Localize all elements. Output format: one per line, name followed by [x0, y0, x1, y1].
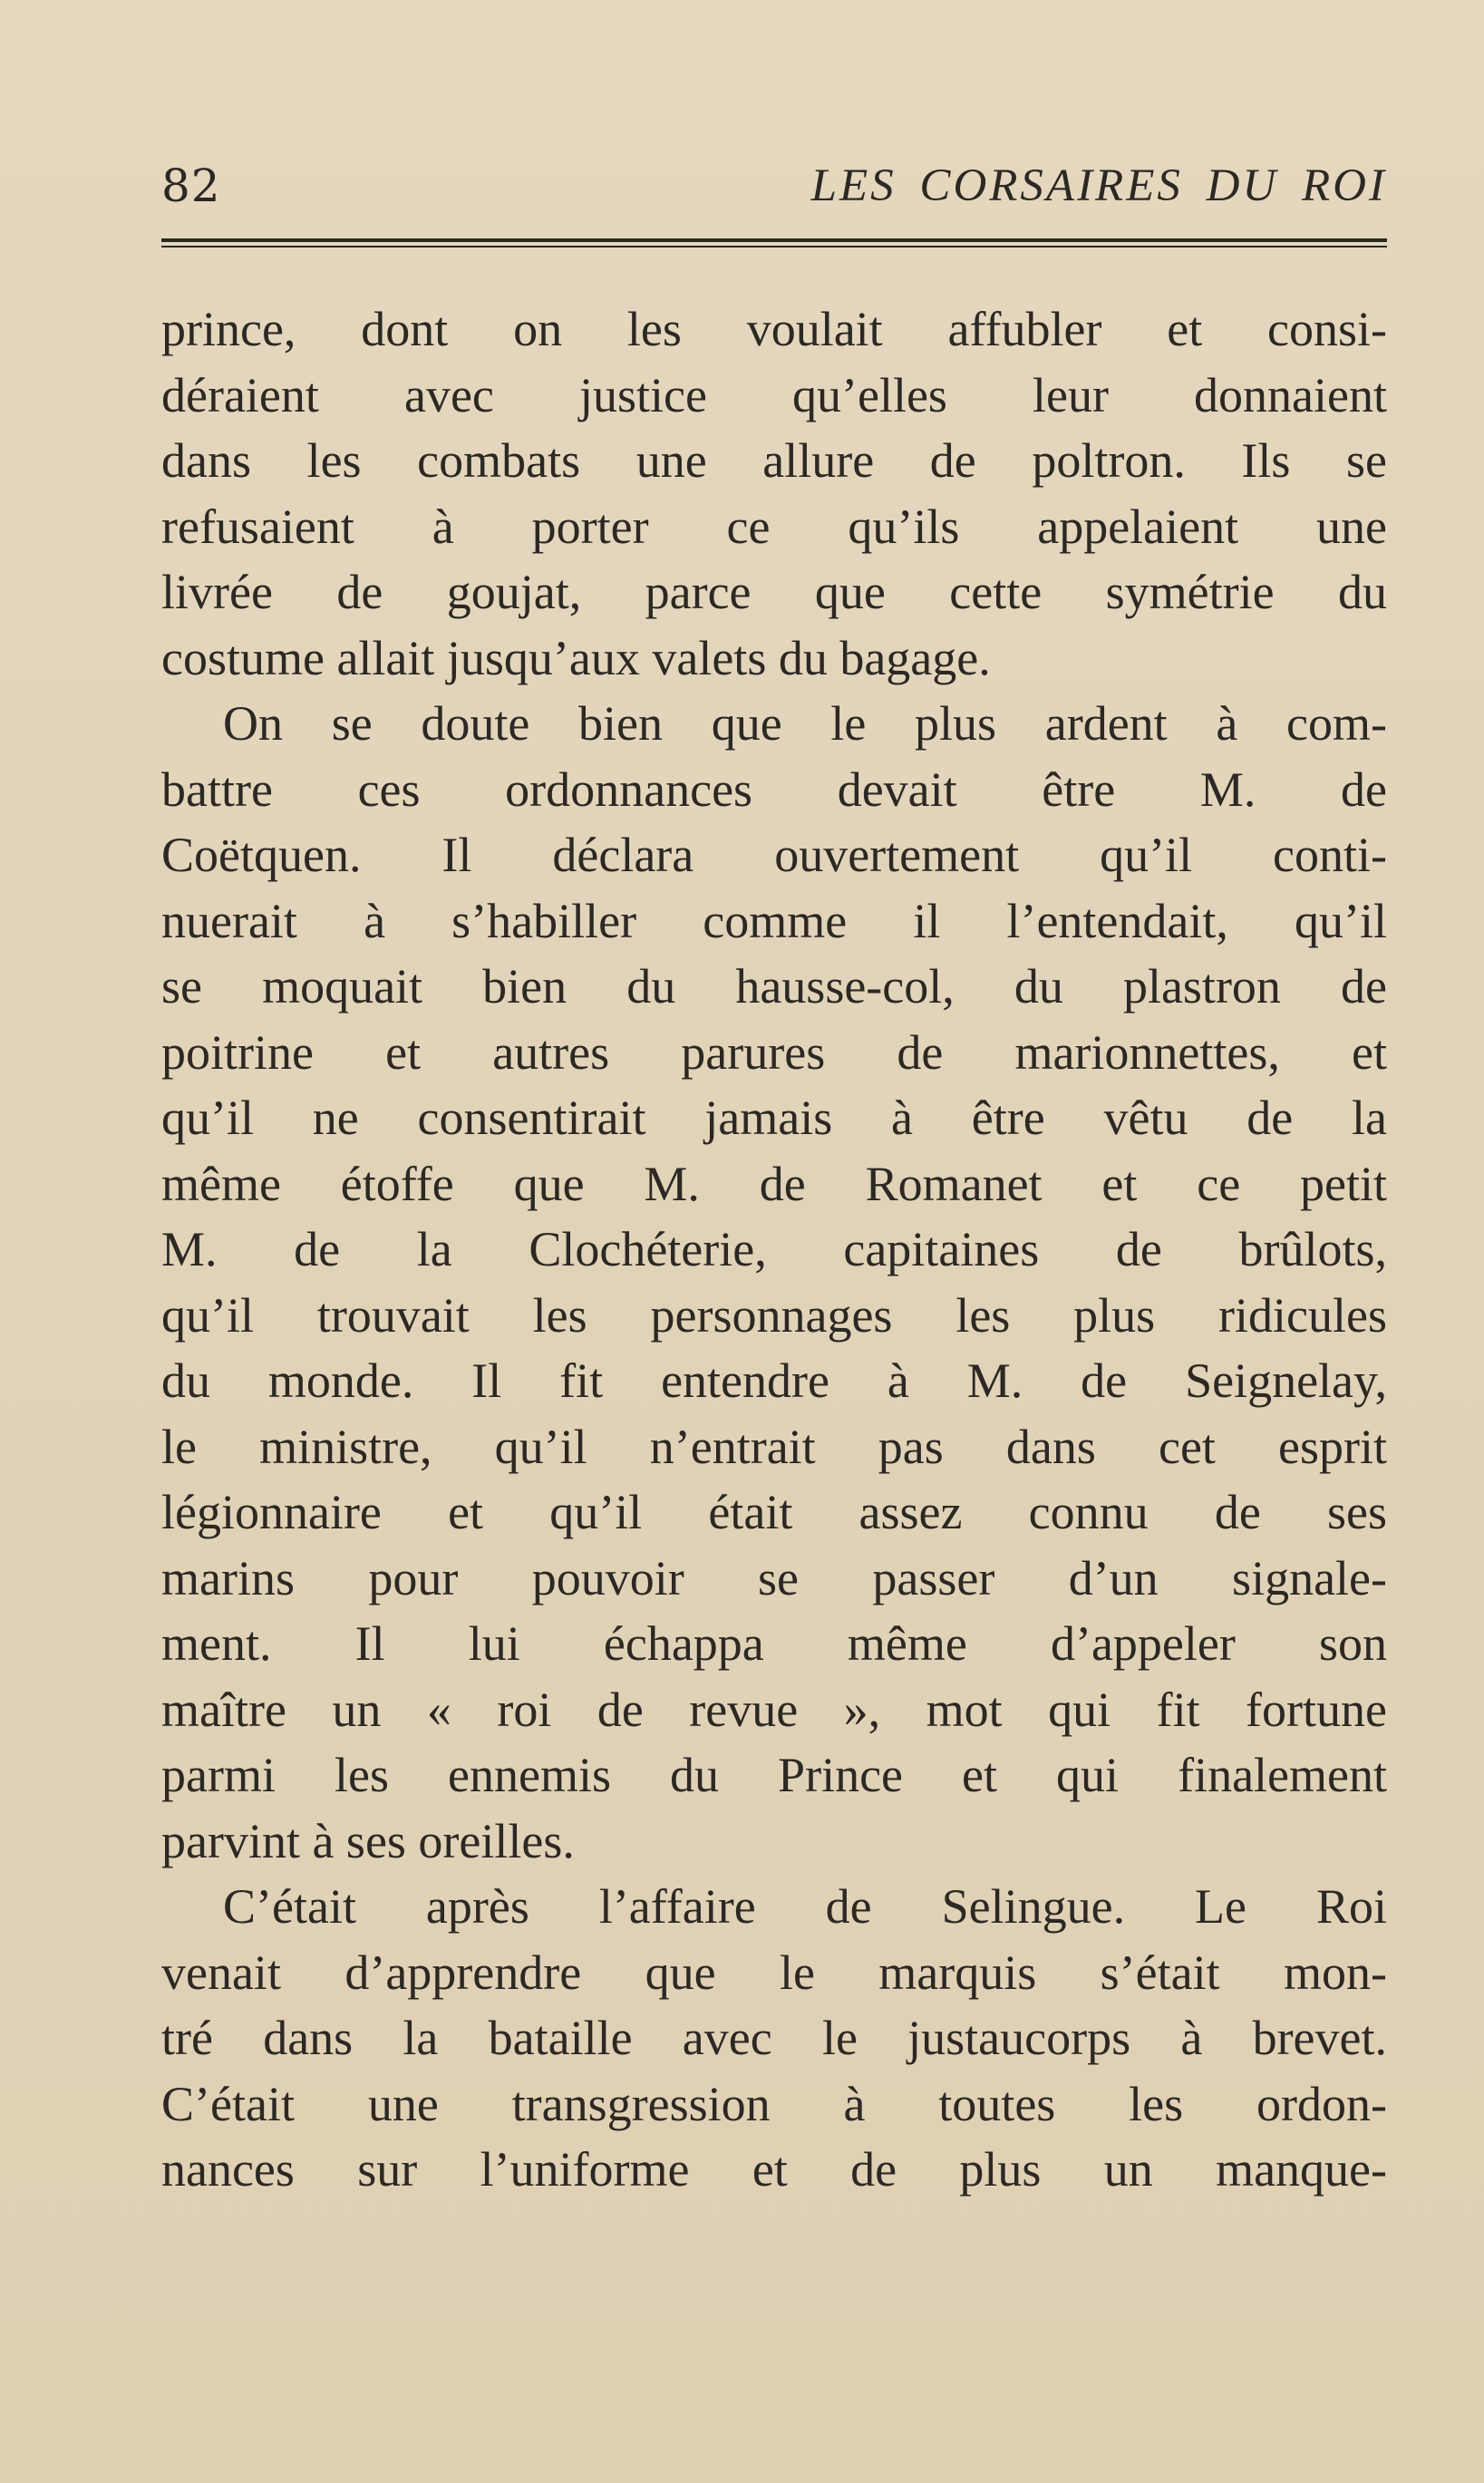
page-number: 82	[161, 160, 221, 212]
text-line: battre ces ordonnances devait être M. de	[161, 761, 1387, 817]
text-line: parmi les ennemis du Prince et qui finalement	[161, 1748, 1387, 1802]
text-line: livrée de goujat, parce que cette symétrie du	[161, 565, 1387, 619]
text-line: le ministre, qu’il n’entrait pas dans cet esprit	[161, 1419, 1387, 1474]
text-line: nuerait à s’habiller comme il l’entendait, qu’il	[161, 893, 1387, 948]
running-header	[161, 154, 1387, 218]
text-line: déraient avec justice qu’elles leur donnaient	[161, 367, 1387, 422]
text-line: prince, dont on les voulait affubler et consi-	[161, 302, 1387, 356]
text-line: Coëtquen. Il déclara ouvertement qu’il conti-	[161, 828, 1387, 882]
text-line: ment. Il lui échappa même d’appeler son	[161, 1616, 1387, 1671]
text-line: refusaient à porter ce qu’ils appelaient une	[161, 499, 1387, 554]
text-line: C’était une transgression à toutes les ordon-	[161, 2076, 1387, 2131]
text-line: poitrine et autres parures de marionnettes, et	[161, 1024, 1387, 1080]
running-title: LES CORSAIRES DU ROI	[810, 160, 1387, 211]
text-line: légionnaire et qu’il était assez connu de ses	[161, 1485, 1387, 1539]
text-line: même étoffe que M. de Romanet et ce petit	[161, 1156, 1387, 1211]
text-line: M. de la Clochéterie, capitaines de brûlots,	[161, 1222, 1387, 1276]
text-line: parvint à ses oreilles.	[161, 1813, 575, 1868]
text-line: dans les combats une allure de poltron. Ils se	[161, 433, 1387, 488]
text-line: qu’il trouvait les personnages les plus ridicules	[161, 1287, 1387, 1343]
text-line: On se doute bien que le plus ardent à com-	[223, 696, 1387, 751]
text-line: tré dans la bataille avec le justaucorps à brevet.	[161, 2011, 1387, 2065]
text-line: maître un « roi de revue », mot qui fit fortune	[161, 1682, 1387, 1737]
text-line: nances sur l’uniforme et de plus un manque-	[161, 2142, 1387, 2197]
header-rule-thin	[161, 246, 1387, 247]
text-line: se moquait bien du hausse-col, du plastron de	[161, 959, 1387, 1014]
text-line: costume allait jusqu’aux valets du bagage.	[161, 630, 991, 685]
text-line: qu’il ne consentirait jamais à être vêtu de la	[161, 1091, 1387, 1145]
header-rule-thick	[161, 238, 1387, 242]
text-line: C’était après l’affaire de Selingue. Le Roi	[223, 1879, 1387, 1934]
text-line: du monde. Il fit entendre à M. de Seignelay,	[161, 1353, 1387, 1408]
text-line: marins pour pouvoir se passer d’un signale-	[161, 1550, 1387, 1605]
body-text	[161, 296, 1387, 2203]
text-line: venait d’apprendre que le marquis s’était mon-	[161, 1945, 1387, 2000]
